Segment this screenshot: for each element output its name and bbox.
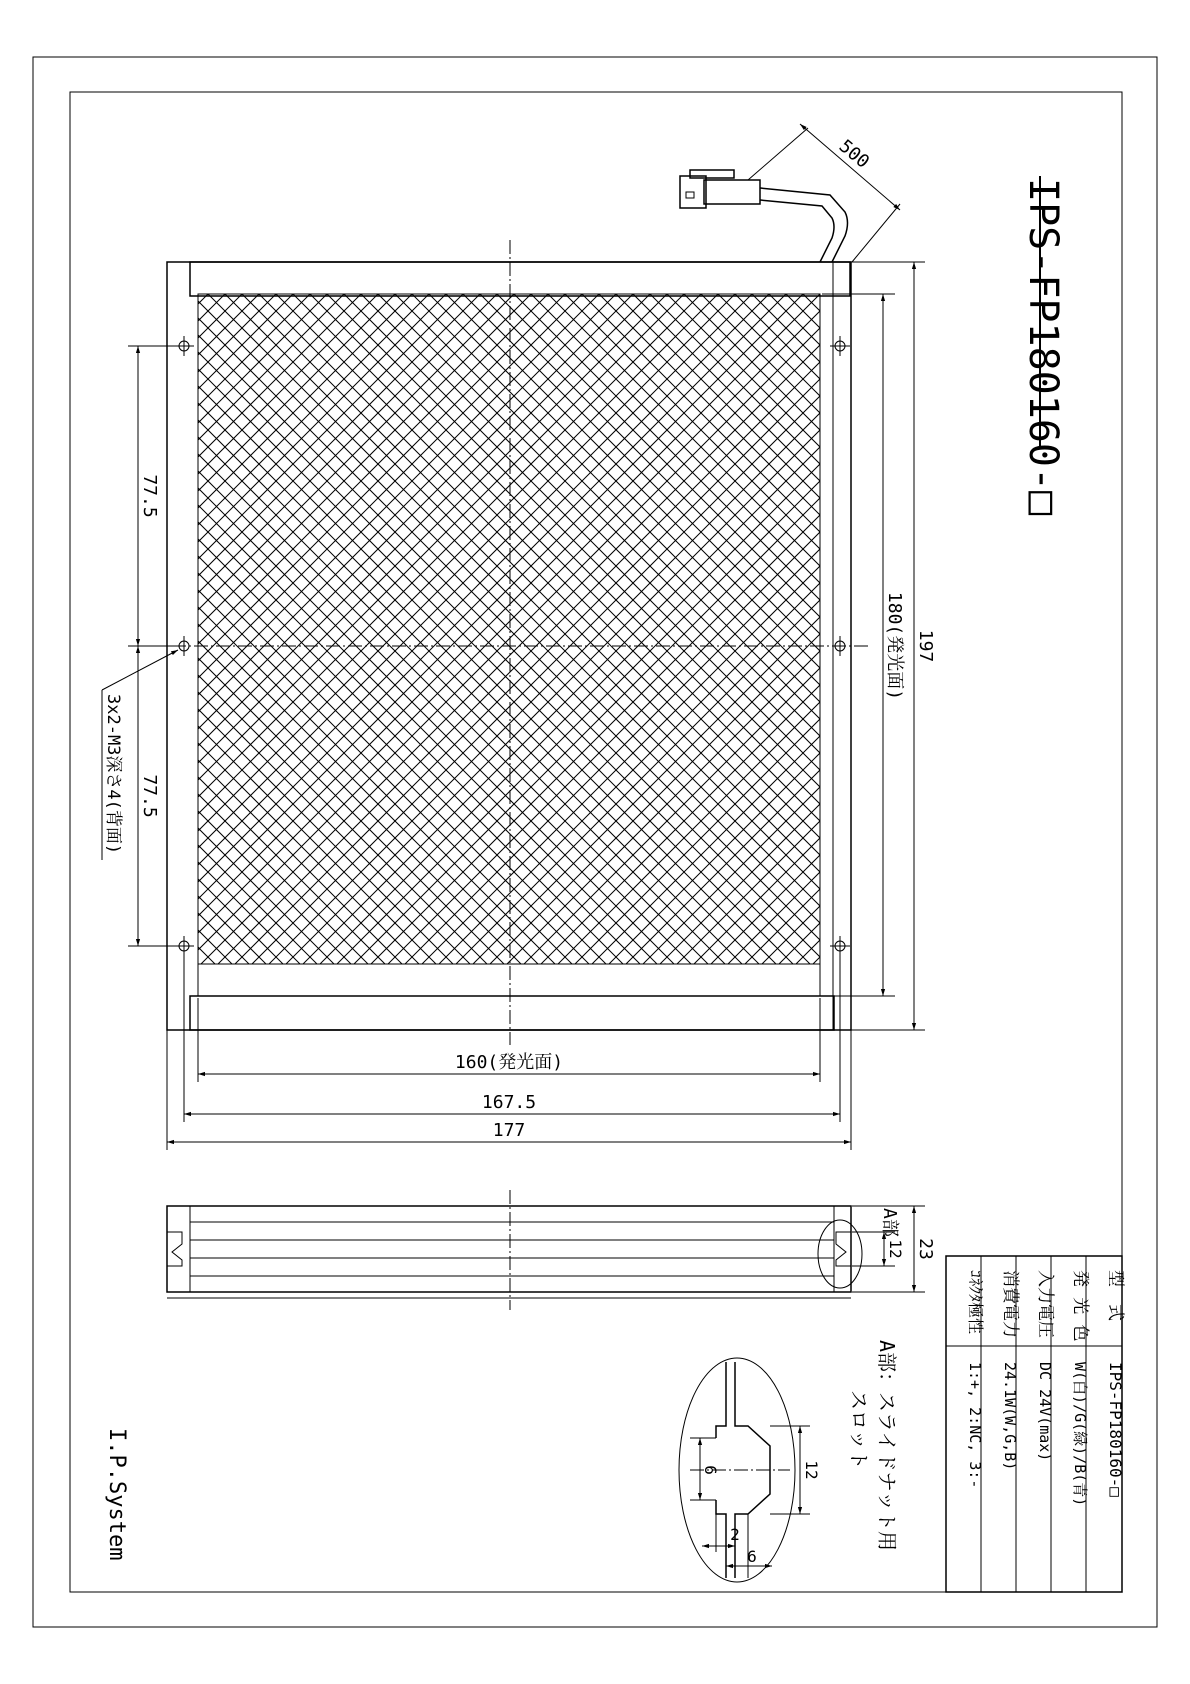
- mesh-line: [514, 294, 1184, 964]
- mesh-line: [303, 294, 973, 964]
- mesh-line: [337, 294, 1007, 964]
- mesh-line: [388, 294, 1058, 964]
- mesh-line: [0, 294, 89, 964]
- bottom-bar: [190, 996, 834, 1030]
- mesh-line: [184, 294, 854, 964]
- mesh-line: [371, 294, 1041, 964]
- mesh-line: [1109, 294, 1190, 964]
- mesh-line: [14, 294, 684, 964]
- mesh-line: [252, 294, 922, 964]
- slot-height-dim: 12: [886, 1239, 905, 1259]
- mesh-line: [65, 294, 735, 964]
- detail-dim-2: 2: [730, 1525, 740, 1544]
- mesh-line: [0, 294, 317, 964]
- mesh-line: [293, 294, 963, 964]
- mesh-line: [116, 294, 786, 964]
- spec-value-2: DC 24V(max): [1036, 1362, 1054, 1462]
- connector-cable: [680, 170, 848, 262]
- mesh-line: [378, 294, 1048, 964]
- emitting-width-dim: 160(発光面): [454, 1052, 564, 1073]
- mesh-line: [0, 294, 242, 964]
- mesh-line: [752, 294, 1190, 964]
- spec-value-0: IPS-FP180160-□: [1106, 1362, 1125, 1497]
- mesh-line: [0, 294, 572, 964]
- mesh-line: [0, 294, 368, 964]
- mesh-line: [0, 294, 565, 964]
- detail-dim-6-horizontal: 6: [747, 1547, 757, 1566]
- mesh-line: [813, 294, 1190, 964]
- mesh-line: [694, 294, 1190, 964]
- mesh-line: [439, 294, 1109, 964]
- mesh-line: [201, 294, 871, 964]
- mesh-line: [0, 294, 106, 964]
- overall-height-dim: 197: [915, 629, 936, 663]
- side-view: [167, 1190, 925, 1310]
- mesh-line: [48, 294, 718, 964]
- mesh-line: [531, 294, 1190, 964]
- mesh-line: [0, 294, 232, 964]
- mesh-line: [1075, 294, 1190, 964]
- mesh-line: [0, 294, 436, 964]
- mesh-line: [0, 294, 249, 964]
- front-view: [0, 170, 1190, 1045]
- spec-value-4: 1:+, 2:NC, 3:-: [966, 1362, 984, 1489]
- spec-table-text: [966, 1270, 1125, 1506]
- mesh-line: [0, 294, 21, 964]
- hole-pitch-upper-dim: 77.5: [139, 474, 160, 518]
- emitting-surface-mesh: [0, 294, 1190, 964]
- mesh-line: [0, 294, 633, 964]
- detail-caption-line1: A部：スライドナット用: [875, 1340, 899, 1552]
- mesh-line: [718, 294, 1190, 964]
- mesh-line: [218, 294, 888, 964]
- spec-label-2: 入力電圧: [1035, 1270, 1055, 1338]
- mesh-line: [0, 294, 215, 964]
- mesh-line: [167, 294, 837, 964]
- mesh-line: [507, 294, 1177, 964]
- mesh-line: [0, 294, 640, 964]
- mesh-line: [269, 294, 939, 964]
- mesh-line: [99, 294, 769, 964]
- mesh-line: [412, 294, 1082, 964]
- mesh-line: [0, 294, 38, 964]
- detail-dim-12: 12: [802, 1460, 821, 1480]
- mesh-line: [0, 294, 123, 964]
- mesh-line: [769, 294, 1190, 964]
- cable-length-dim: 500: [834, 135, 874, 173]
- svg-text:IPS-FP180160-□: IPS-FP180160-□: [1020, 178, 1066, 516]
- mesh-line: [0, 294, 385, 964]
- mesh-line: [524, 294, 1190, 964]
- mesh-line: [1143, 294, 1190, 964]
- mesh-line: [0, 294, 157, 964]
- hole-pitch-width-dim: 167.5: [481, 1092, 537, 1113]
- mesh-line: [31, 294, 701, 964]
- mesh-line: [0, 294, 174, 964]
- mesh-line: [0, 294, 191, 964]
- mesh-line: [0, 294, 198, 964]
- mesh-line: [0, 294, 55, 964]
- mesh-line: [0, 294, 300, 964]
- mesh-line: [0, 294, 402, 964]
- mesh-line: [0, 294, 72, 964]
- mesh-line: [762, 294, 1190, 964]
- mesh-line: [1160, 294, 1190, 964]
- mesh-line: [1177, 294, 1190, 964]
- spec-label-3: 消費電力: [1000, 1270, 1020, 1338]
- overall-width-dim: 177: [492, 1120, 526, 1141]
- spec-label-1: 発 光 色: [1070, 1270, 1090, 1342]
- mesh-line: [0, 294, 208, 964]
- detail-a-view: [679, 1358, 810, 1582]
- mesh-line: [286, 294, 956, 964]
- mesh-line: [0, 294, 344, 964]
- mesh-line: [803, 294, 1190, 964]
- mesh-line: [276, 294, 946, 964]
- mesh-line: [0, 294, 497, 964]
- mesh-line: [820, 294, 1190, 964]
- thickness-dim: 23: [915, 1238, 936, 1260]
- mesh-line: [133, 294, 803, 964]
- mesh-line: [0, 294, 4, 964]
- section-a-label: A部: [879, 1208, 900, 1237]
- drawing-title: [1020, 178, 1066, 515]
- mesh-line: [235, 294, 905, 964]
- mesh-line: [1092, 294, 1190, 964]
- spec-label-4: ｺﾈｸﾀ極性: [966, 1270, 985, 1335]
- detail-dim-6-vertical: 6: [701, 1465, 720, 1475]
- spec-label-0: 型 式: [1105, 1270, 1125, 1321]
- mesh-line: [558, 294, 1190, 964]
- mesh-line: [395, 294, 1065, 964]
- mesh-line: [0, 294, 293, 964]
- mesh-line: [429, 294, 1099, 964]
- mesh-line: [150, 294, 820, 964]
- mesh-line: [0, 294, 504, 964]
- mesh-line: [0, 294, 361, 964]
- mesh-line: [786, 294, 1190, 964]
- mesh-line: [0, 294, 667, 964]
- emitting-height-dim: 180(発光面): [884, 591, 905, 701]
- mesh-line: [82, 294, 752, 964]
- mesh-line: [779, 294, 1190, 964]
- mesh-line: [310, 294, 980, 964]
- mesh-line: [626, 294, 1190, 964]
- mesh-line: [0, 294, 225, 964]
- mesh-line: [422, 294, 1092, 964]
- inner-border: [70, 92, 1122, 1592]
- mesh-line: [990, 294, 1190, 964]
- spec-value-1: W(白)/G(緑)/B(青): [1071, 1362, 1089, 1507]
- mesh-line: [0, 294, 429, 964]
- top-bar: [190, 262, 850, 296]
- mesh-line: [446, 294, 1116, 964]
- hole-note: 3x2-M3深さ4(背面): [103, 694, 123, 855]
- mesh-line: [1058, 294, 1190, 964]
- mesh-line: [405, 294, 1075, 964]
- hole-pitch-lower-dim: 77.5: [139, 774, 160, 818]
- mesh-line: [796, 294, 1190, 964]
- mesh-line: [956, 294, 1190, 964]
- company-name: I.P.System: [104, 1428, 129, 1561]
- mesh-line: [1126, 294, 1190, 964]
- spec-value-3: 24.1W(W,G,B): [1001, 1362, 1019, 1471]
- mesh-line: [259, 294, 929, 964]
- section-a-mark: [818, 1220, 862, 1288]
- mesh-line: [711, 294, 1190, 964]
- detail-caption-line2: スロット: [847, 1390, 871, 1470]
